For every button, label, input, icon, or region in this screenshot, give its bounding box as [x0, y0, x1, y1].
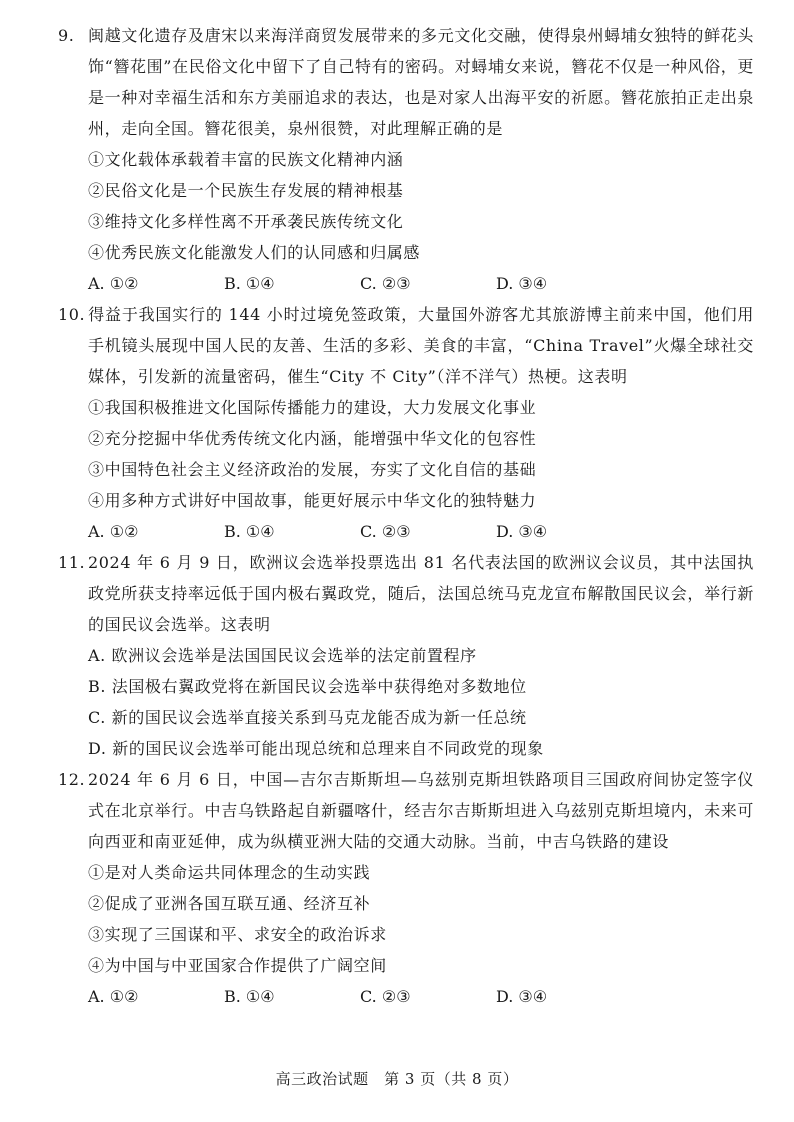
choice-b: B. ①④	[224, 522, 275, 541]
stem-text: 闽越文化遗存及唐宋以来海洋商贸发展带来的多元文化交融，使得泉州蟳埔女独特的鲜花头饰“簪花围”在民俗文化中留下了自己特有的密码。对蟳埔女来说，簪花不仅是一种风俗，更是一种对幸福生活和东方美丽追求的表达，也是对家人出海平安的祈愿。簪花旅拍正走出泉州，走向全国。簪花很美，泉州很赞，对此理解正确的是	[88, 26, 754, 138]
question-stem	[58, 299, 754, 392]
option-d: D. 新的国民议会选举可能出现总统和总理来自不同政党的现象	[88, 739, 544, 758]
statement-2: ②民俗文化是一个民族生存发展的精神根基	[88, 181, 404, 200]
option-b: B. 法国极右翼政党将在新国民议会选举中获得绝对多数地位	[88, 677, 527, 696]
question-number: 11.	[58, 553, 86, 572]
statement-3: ③中国特色社会主义经济政治的发展，夯实了文化自信的基础	[88, 460, 537, 479]
choice-d: D. ③④	[496, 987, 548, 1006]
option-a: A. 欧洲议会选举是法国国民议会选举的法定前置程序	[88, 646, 477, 665]
statement-3: ③维持文化多样性离不开承袭民族传统文化	[88, 212, 404, 231]
stem-text: 2024 年 6 月 6 日，中国—吉尔吉斯斯坦—乌兹别克斯坦铁路项目三国政府间协定签字仪式在北京举行。中吉乌铁路起自新疆喀什，经吉尔吉斯斯坦进入乌兹别克斯坦境内，未来可向西亚和南亚延伸，成为纵横亚洲大陆的交通大动脉。当前，中吉乌铁路的建设	[88, 770, 754, 851]
statement-4: ④优秀民族文化能激发人们的认同感和归属感	[88, 243, 421, 262]
stem-text: 得益于我国实行的 144 小时过境免签政策，大量国外游客尤其旅游博主前来中国，他们用手机镜头展现中国人民的友善、生活的多彩、美食的丰富，“China Travel”火爆全球社交媒体，引发新的流量密码，催生“City 不 City”（洋不洋气）热梗。这表明	[88, 305, 754, 386]
question-number: 10.	[58, 305, 86, 324]
choice-d: D. ③④	[496, 274, 548, 293]
statement-4: ④为中国与中亚国家合作提供了广阔空间	[88, 956, 387, 975]
question-stem	[58, 20, 754, 144]
page-footer: 高三政治试题 第 3 页（共 8 页）	[275, 1070, 519, 1088]
answer-choices	[58, 516, 754, 547]
choice-c: C. ②③	[360, 987, 411, 1006]
statement-3: ③实现了三国谋和平、求安全的政治诉求	[88, 925, 387, 944]
answer-choices	[58, 981, 754, 1012]
choice-a: A. ①②	[88, 987, 139, 1006]
statement-4: ④用多种方式讲好中国故事，能更好展示中华文化的独特魅力	[88, 491, 537, 510]
choice-b: B. ①④	[224, 987, 275, 1006]
statement-1: ①是对人类命运共同体理念的生动实践	[88, 863, 371, 882]
question-12	[58, 764, 754, 1012]
question-number: 12.	[58, 770, 86, 789]
choice-a: A. ①②	[88, 274, 139, 293]
statement-2: ②充分挖掘中华优秀传统文化内涵，能增强中华文化的包容性	[88, 429, 537, 448]
question-9	[58, 20, 754, 299]
question-number: 9.	[58, 26, 75, 45]
statement-2: ②促成了亚洲各国互联互通、经济互补	[88, 894, 371, 913]
question-stem	[58, 764, 754, 857]
question-10	[58, 299, 754, 547]
stem-text: 2024 年 6 月 9 日，欧洲议会选举投票选出 81 名代表法国的欧洲议会议员，其中法国执政党所获支持率远低于国内极右翼政党，随后，法国总统马克龙宣布解散国民议会，举行新的国民议会选举。这表明	[88, 553, 754, 634]
statement-1: ①文化载体承载着丰富的民族文化精神内涵	[88, 150, 404, 169]
choice-d: D. ③④	[496, 522, 548, 541]
choice-c: C. ②③	[360, 274, 411, 293]
choice-c: C. ②③	[360, 522, 411, 541]
choice-a: A. ①②	[88, 522, 139, 541]
statement-1: ①我国积极推进文化国际传播能力的建设，大力发展文化事业	[88, 398, 537, 417]
question-stem	[58, 547, 754, 640]
question-11	[58, 547, 754, 764]
answer-choices	[58, 268, 754, 299]
option-c: C. 新的国民议会选举直接关系到马克龙能否成为新一任总统	[88, 708, 527, 727]
choice-b: B. ①④	[224, 274, 275, 293]
